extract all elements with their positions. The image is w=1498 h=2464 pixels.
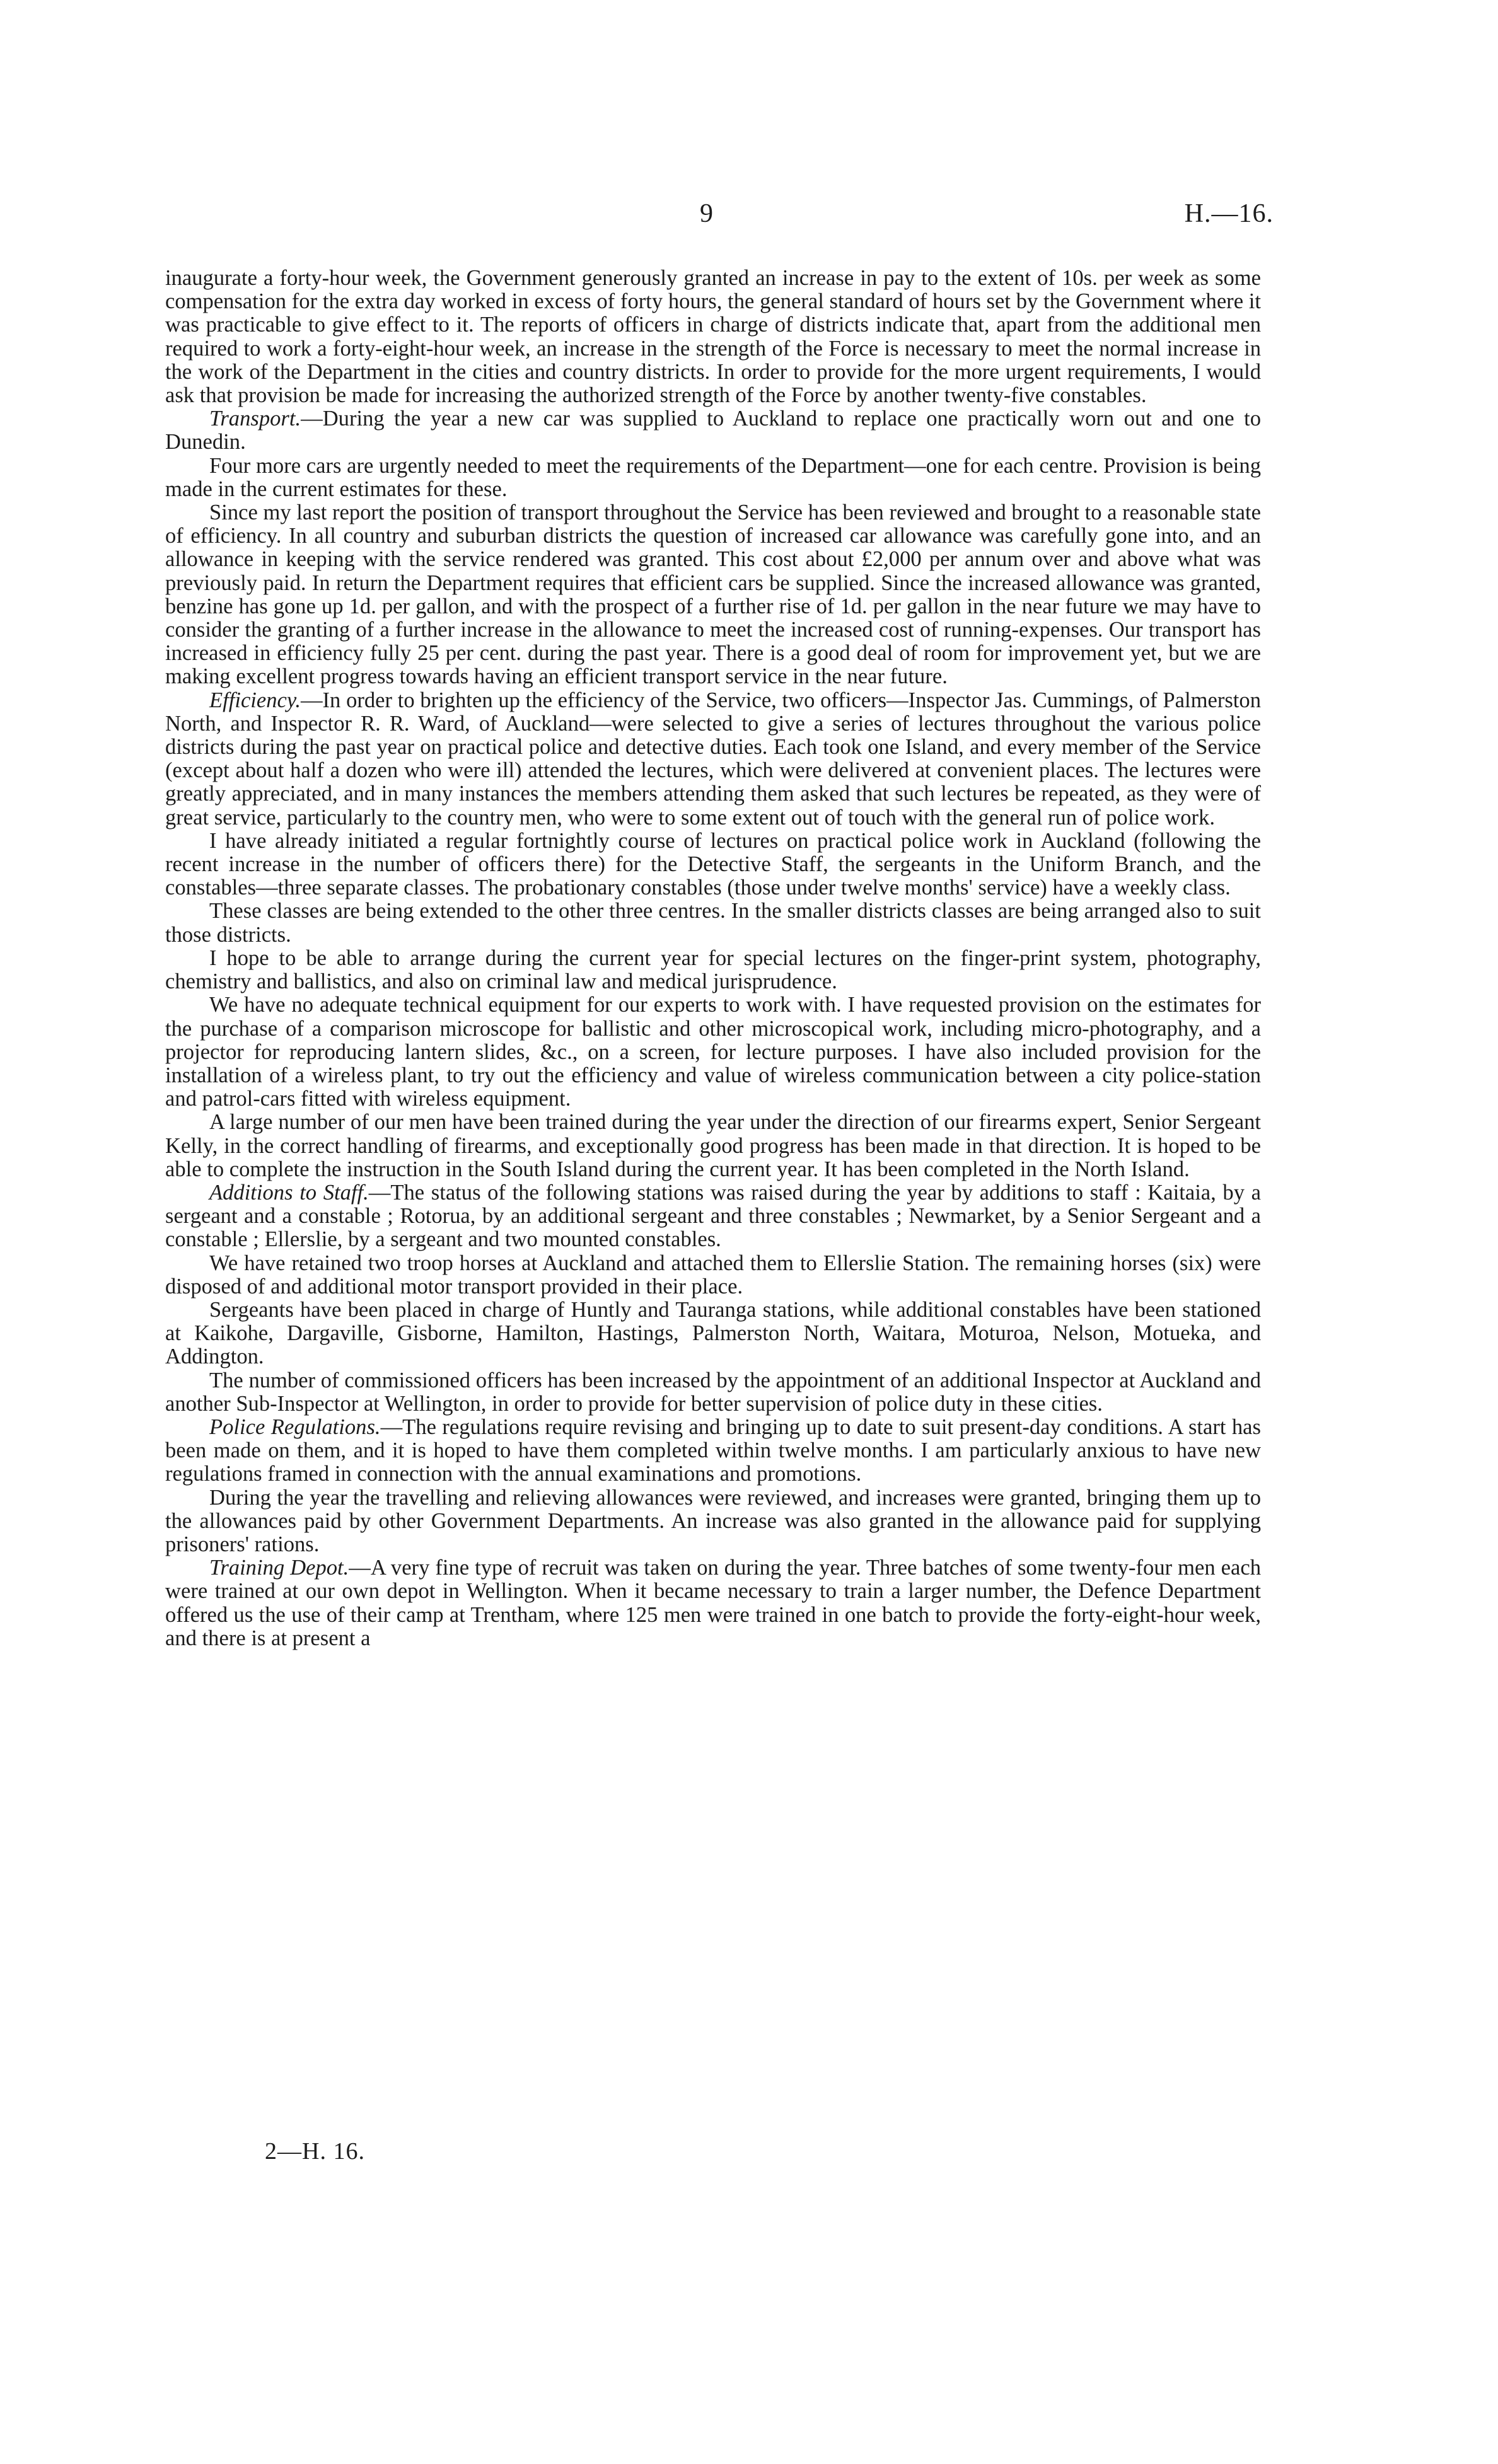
paragraph — [165, 1252, 1261, 1299]
paragraph-heading: Police Regulations. — [209, 1414, 381, 1439]
paragraph-text: —A very fine type of recruit was taken on during the year. Three batches of some twenty-four men each were trained at our own depot in Wellington. When it became necessary to train a larger number, the Defence Department offered us the use of their camp at Trentham, where 125 men were trained in one batch to provide the forty-eight-hour week, and there is at present a — [165, 1556, 1261, 1650]
paragraph-text: A large number of our men have been trained during the year under the direction of our firearms expert, Senior Sergeant Kelly, in the correct handling of firearms, and exceptionally good progress has been made in that direction. It is hoped to be able to complete the instruction in the South Island during the current year. It has been completed in the North Island. — [165, 1110, 1261, 1181]
paragraph-heading: Additions to Staff. — [209, 1180, 369, 1205]
paragraph — [165, 830, 1261, 900]
paragraph-heading: Transport. — [209, 407, 301, 431]
paragraph — [165, 1181, 1261, 1252]
paragraph-text: During the year the travelling and relieving allowances were reviewed, and increases were granted, bringing them up to the allowances paid by other Government Departments. An increase was also granted in the allowance paid for supplying prisoners' rations. — [165, 1485, 1261, 1556]
paragraph-text: —During the year a new car was supplied to Auckland to replace one practically worn out and one to Dunedin. — [165, 407, 1261, 454]
paragraph — [165, 407, 1261, 454]
paragraph-text: —In order to brighten up the efficiency of the Service, two officers—Inspector Jas. Cummings, of Palmerston North, and Inspector R. R. Ward, of Auckland—were selected to give a series of lectures throughout the various police districts during the past year on practical police and detective duties. Each took one Island, and every member of the Service (except about half a dozen who were ill) attended the lectures, which were delivered at convenient places. The lectures were greatly appreciated, and in many instances the members attending them asked that such lectures be repeated, as they were of great service, particularly to the country men, who were to some extent out of touch with the general run of police work. — [165, 688, 1261, 830]
paragraph — [165, 947, 1261, 993]
paragraph-text: I have already initiated a regular fortnightly course of lectures on practical police work in Auckland (following the recent increase in the number of officers there) for the Detective Staff, the sergeants in the Uniform Branch, and the constables—three separate classes. The probationary constables (those under twelve months' service) have a weekly class. — [165, 828, 1261, 900]
paragraph-text: We have retained two troop horses at Auckland and attached them to Ellerslie Station. The remaining horses (six) were disposed of and additional motor transport provided in their place. — [165, 1251, 1261, 1299]
body-text — [165, 267, 1261, 1650]
paragraph — [165, 993, 1261, 1111]
paragraph-text: The number of commissioned officers has been increased by the appointment of an additional Inspector at Auckland and another Sub-Inspector at Wellington, in order to provide for better supervision of police duty in these cities. — [165, 1368, 1261, 1416]
paragraph-text: inaugurate a forty-hour week, the Government generously granted an increase in pay to the extent of 10s. per week as some compensation for the extra day worked in excess of forty hours, the general standard of hours set by the Government where it was practicable to give effect to it. The reports of officers in charge of districts indicate that, apart from the additional men required to work a forty-eight-hour week, an increase in the strength of the Force is necessary to meet the normal increase in the work of the Department in the cities and country districts. In order to provide for the more urgent requirements, I would ask that provision be made for increasing the authorized strength of the Force by another twenty-five constables. — [165, 266, 1261, 408]
paragraph — [165, 267, 1261, 407]
paragraph — [165, 501, 1261, 689]
page-number: 9 — [700, 199, 713, 228]
paragraph-heading: Training Depot. — [209, 1556, 349, 1580]
paragraph-heading: Efficiency. — [209, 688, 301, 712]
paragraph — [165, 1416, 1261, 1486]
paragraph — [165, 899, 1261, 946]
paragraph — [165, 1486, 1261, 1557]
footer-signature-mark: 2—H. 16. — [265, 2138, 365, 2165]
paragraph — [165, 1299, 1261, 1369]
paragraph-text: These classes are being extended to the other three centres. In the smaller districts classes are being arranged also to suit those districts. — [165, 899, 1261, 947]
paragraph — [165, 1556, 1261, 1650]
paragraph-text: Sergeants have been placed in charge of Huntly and Tauranga stations, while additional constables have been stationed at Kaikohe, Dargaville, Gisborne, Hamilton, Hastings, Palmerston North, Waitara, Moturoa, Nelson, Motueka, and Addington. — [165, 1297, 1261, 1369]
paragraph-text: Four more cars are urgently needed to meet the requirements of the Department—one for each centre. Provision is being made in the current estimates for these. — [165, 453, 1261, 501]
paragraph-text: —The status of the following stations was raised during the year by additions to staff : Kaitaia, by a sergeant and a constable ; Rotorua, by an additional sergeant and three constables ; Newmarket, by a Senior Sergeant and a constable ; Ellerslie, by a sergeant and two mounted constables. — [165, 1180, 1261, 1252]
paragraph — [165, 689, 1261, 830]
paragraph-text: Since my last report the position of transport throughout the Service has been reviewed and brought to a reasonable state of efficiency. In all country and suburban districts the question of increased car allowance was carefully gone into, and an allowance in keeping with the service rendered was granted. This cost about £2,000 per annum over and above what was previously paid. In return the Department requires that efficient cars be supplied. Since the increased allowance was granted, benzine has gone up 1d. per gallon, and with the prospect of a further rise of 1d. per gallon in the near future we may have to consider the granting of a further increase in the allowance to meet the increased cost of running-expenses. Our transport has increased in efficiency fully 25 per cent. during the past year. There is a good deal of room for improvement yet, but we are making excellent progress towards having an efficient transport service in the near future. — [165, 500, 1261, 689]
paragraph — [165, 454, 1261, 501]
paragraph-text: We have no adequate technical equipment for our experts to work with. I have requested provision on the estimates for the purchase of a comparison microscope for ballistic and other microscopical work, including micro-photography, and a projector for reproducing lantern slides, &c., on a screen, for lecture purposes. I have also included provision for the installation of a wireless plant, to try out the efficiency and value of wireless communication between a city police-station and patrol-cars fitted with wireless equipment. — [165, 993, 1261, 1111]
paragraph-text: I hope to be able to arrange during the current year for special lectures on the finger-print system, photography, chemistry and ballistics, and also on criminal law and medical jurisprudence. — [165, 946, 1261, 994]
paragraph-text: —The regulations require revising and bringing up to date to suit present-day conditions. A start has been made on them, and it is hoped to have them completed within twelve months. I am particularly anxious to have new regulations framed in connection with the annual examinations and promotions. — [165, 1414, 1261, 1486]
paragraph — [165, 1111, 1261, 1181]
paragraph — [165, 1369, 1261, 1416]
document-reference: H.—16. — [1184, 199, 1274, 228]
